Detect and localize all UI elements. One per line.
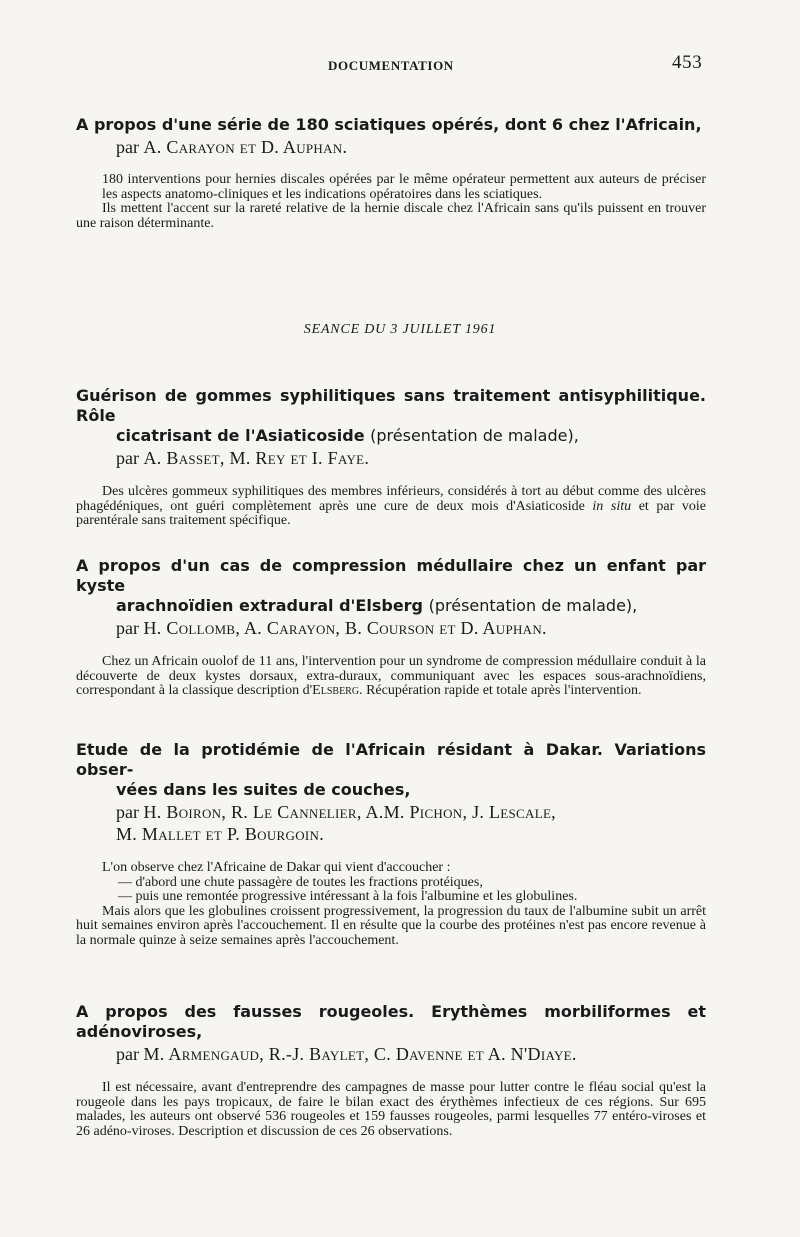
- abstract-text: et par voie parentérale sans traitement spécifique.: [76, 498, 706, 528]
- abstract-smallcaps: Elsberg: [312, 683, 360, 698]
- article-abstract: [76, 861, 706, 948]
- abstract-list-item: — d'abord une chute passagère de toutes les fractions protéiques,: [118, 874, 483, 890]
- article-title: [76, 115, 706, 135]
- abstract-italic: in situ: [592, 498, 632, 514]
- abstract-paragraph: Il est nécessaire, avant d'entreprendre des campagnes de masse pour lutter contre le fléau social qu'est la rougeole dans les pays tropicaux, de faire le bilan exact des érythèmes infectieux de ces régions. Sur 695 malades, les auteurs ont observé 536 rougeoles et 159 fausses rougeoles, parmi lesquelles 77 entéro-viroses et 26 adéno-viroses. Description et discussion de ces 26 observations.: [76, 1080, 706, 1139]
- article-title: [76, 1002, 706, 1042]
- abstract-text: . Récupération rapide et totale après l'intervention.: [359, 683, 642, 698]
- authors-prefix: par: [116, 137, 144, 157]
- article-1: [76, 115, 706, 231]
- abstract-text: Des ulcères gommeux syphilitiques des membres inférieurs, considérés à tort au début comme des ulcères phagédéniques, ont guéri complètement après une cure de deux mois d'Asiaticoside: [76, 484, 706, 514]
- authors-prefix: par: [116, 448, 144, 468]
- article-5: [76, 1002, 706, 1139]
- authors-prefix: par: [116, 618, 144, 638]
- article-title: [76, 386, 706, 446]
- authors-names: A. Carayon et D. Auphan.: [143, 137, 348, 157]
- authors-prefix: par: [116, 802, 144, 822]
- abstract-text: Chez un Africain ouolof de 11 ans, l'intervention pour un syndrome de compression médullaire conduit à la découverte de deux kystes dorsaux, extra-duraux, communiquant avec les espaces sous-arachnoïdiens, correspondant à la classique description d': [76, 654, 706, 698]
- abstract-paragraph: 180 interventions pour hernies discales opérées par le même opérateur permettent aux auteurs de préciser les aspects anatomo-cliniques et les indications opératoires dans les sciatiques.: [102, 172, 706, 202]
- article-abstract: [76, 1081, 706, 1139]
- abstract-paragraph: [76, 655, 706, 699]
- session-heading: SEANCE DU 3 JUILLET 1961: [303, 322, 497, 337]
- abstract-paragraph: Mais alors que les globulines croissent progressivement, la progression du taux de l'albumine subit un arrêt huit semaines environ après l'accouchement. Il en résulte que la courbe des protéines n'est pas encore revenue à la normale quinze à seize semaines après l'accouchement.: [76, 903, 706, 948]
- abstract-paragraph: [76, 485, 706, 529]
- article-authors: [76, 447, 706, 469]
- article-abstract: [76, 655, 706, 699]
- article-abstract: [76, 485, 706, 529]
- page-number: 453: [672, 52, 703, 73]
- article-abstract: [76, 173, 706, 231]
- authors-names: M. Mallet et P. Bourgoin.: [116, 824, 325, 844]
- article-authors: [76, 617, 706, 639]
- article-title-line: Etude de la protidémie de l'Africain résidant à Dakar. Variations obser-: [76, 740, 706, 779]
- article-title-line: vées dans les suites de couches,: [116, 780, 411, 799]
- authors-names: H. Boiron, R. Le Cannelier, A.M. Pichon, J. Lescale,: [143, 802, 556, 822]
- article-title-line: arachnoïdien extradural d'Elsberg: [116, 596, 424, 615]
- article-authors: [76, 1043, 706, 1065]
- article-title-line: cicatrisant de l'Asiaticoside: [116, 426, 365, 445]
- article-4: [76, 740, 706, 948]
- article-title: [76, 556, 706, 616]
- authors-names: A. Basset, M. Rey et I. Faye.: [143, 448, 370, 468]
- presentation-note: (présentation de malade),: [428, 596, 638, 615]
- authors-names: H. Collomb, A. Carayon, B. Courson et D. Auphan.: [143, 618, 547, 638]
- article-title-line: A propos d'une série de 180 sciatiques opérés, dont 6 chez l'Africain,: [76, 115, 702, 134]
- abstract-list-item: — puis une remontée progressive intéressant à la fois l'albumine et les globulines.: [118, 889, 578, 904]
- authors-prefix: par: [116, 1044, 144, 1064]
- authors-names: M. Armengaud, R.-J. Baylet, C. Davenne et A. N'Diaye.: [143, 1044, 577, 1064]
- article-title-line: A propos d'un cas de compression médullaire chez un enfant par kyste: [76, 556, 706, 595]
- article-2: [76, 386, 706, 529]
- presentation-note: (présentation de malade),: [370, 426, 579, 445]
- article-3: [76, 556, 706, 699]
- article-title-line: Guérison de gommes syphilitiques sans traitement antisyphilitique. Rôle: [76, 386, 706, 425]
- article-title-line: A propos des fausses rougeoles. Erythèmes morbiliformes et adénoviroses,: [76, 1002, 706, 1041]
- article-authors: [76, 136, 706, 158]
- article-title: [76, 740, 706, 800]
- abstract-paragraph: Ils mettent l'accent sur la rareté relative de la hernie discale chez l'Africain sans qu'ils puissent en trouver une raison déterminante.: [76, 201, 706, 231]
- running-title: DOCUMENTATION: [328, 58, 454, 73]
- article-authors: [76, 801, 706, 845]
- abstract-paragraph: L'on observe chez l'Africaine de Dakar qui vient d'accoucher :: [102, 860, 451, 875]
